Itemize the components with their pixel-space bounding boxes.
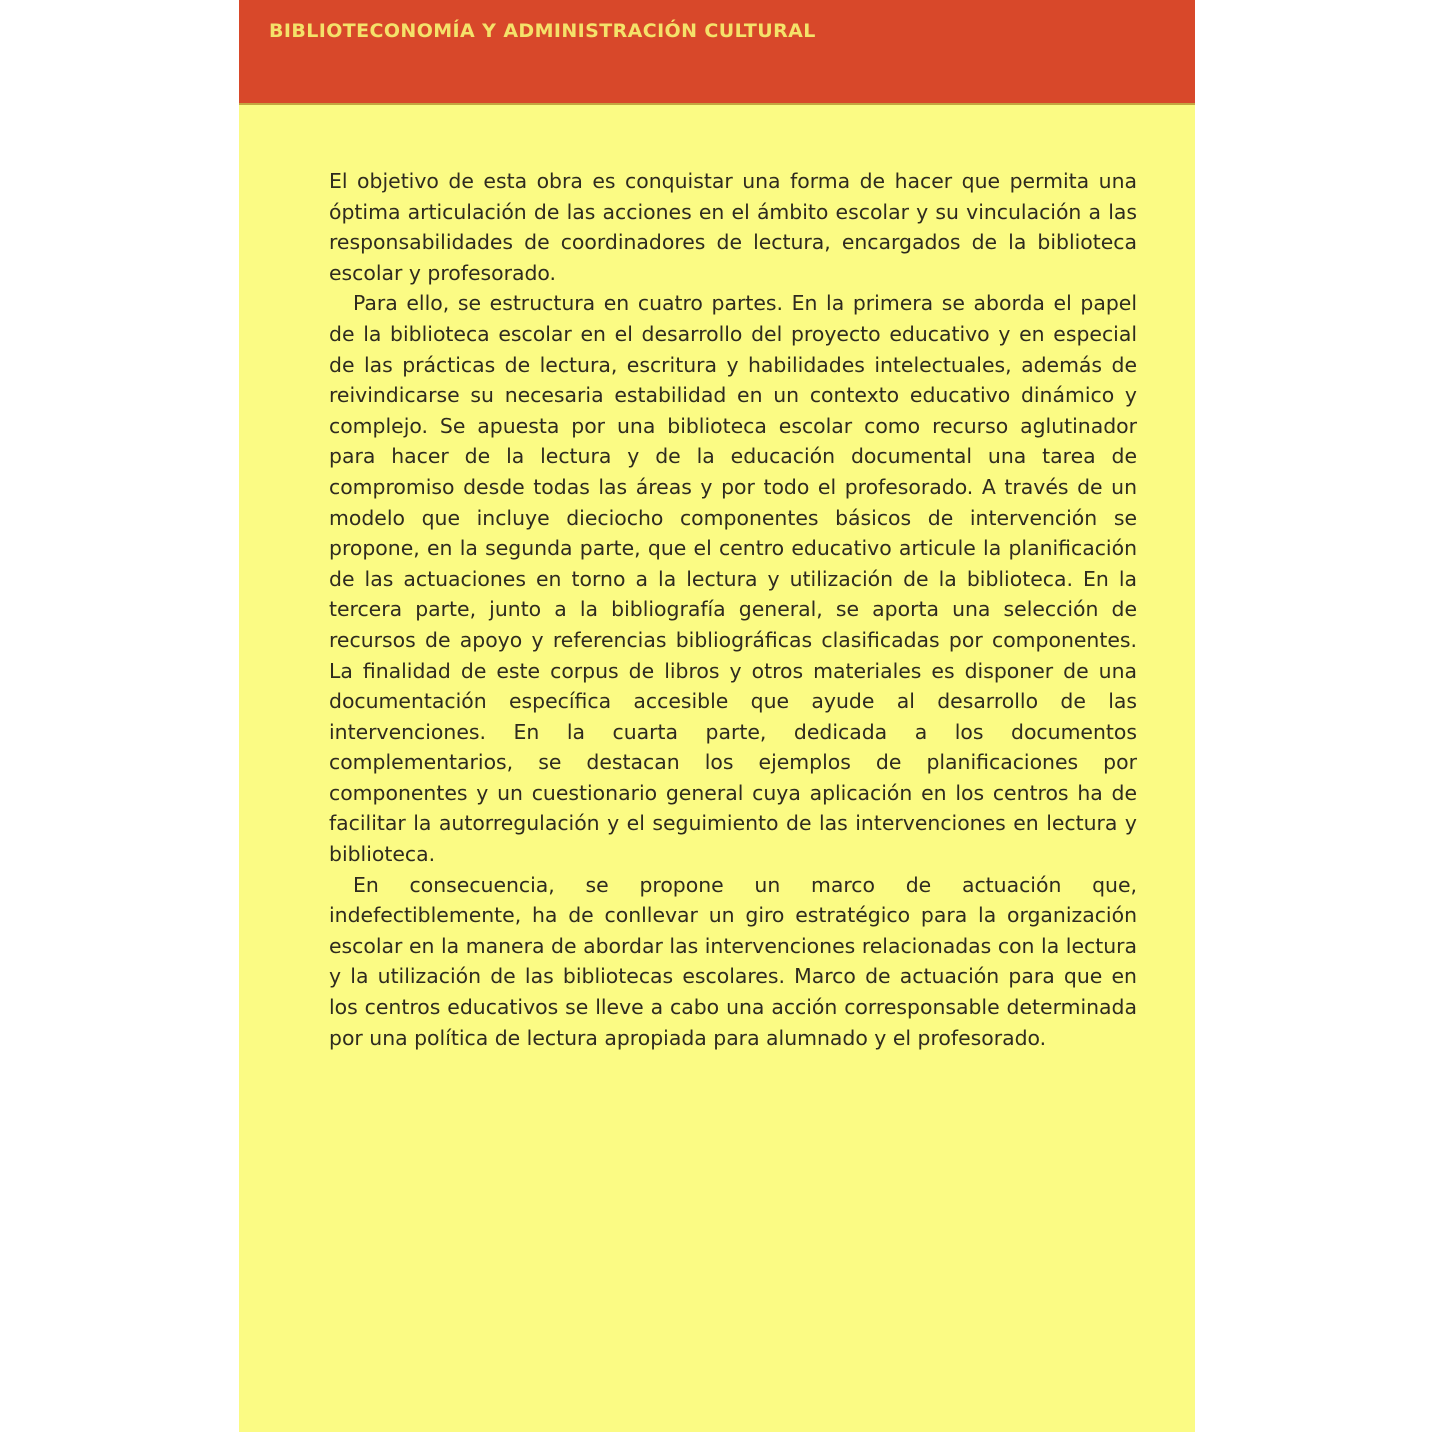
blurb-paragraph-2: Para ello, se estructura en cuatro partes. En la primera se aborda el papel de la biblioteca escolar en el desarrollo del proyecto educativo y en especial de las prácticas de lectura, escritura y habilidades intelectuales, además de reivindicarse su necesaria estabilidad en un contexto educativo dinámico y complejo. Se apuesta por una biblioteca escolar como recurso aglutinador para hacer de la lectura y de la educación documental una tarea de compromiso desde todas las áreas y por todo el profesorado. A través de un modelo que incluye dieciocho componentes básicos de intervención se propone, en la segunda parte, que el centro educativo articule la planificación de las actuaciones en torno a la lectura y utilización de la biblioteca. En la tercera parte, junto a la bibliografía general, se aporta una selección de recursos de apoyo y referencias bibliográficas clasificadas por componentes. La finalidad de este corpus de libros y otros materiales es disponer de una documentación específica accesible que ayude al desarrollo de las intervenciones. En la cuarta parte, dedicada a los documentos complementarios, se destacan los ejemplos de planificaciones por componentes y un cuestionario general cuya aplicación en los centros ha de facilitar la autorregulación y el seguimiento de las intervenciones en lectura y biblioteca.	[329, 291, 1137, 867]
blurb-paragraph-3: En consecuencia, se propone un marco de actuación que, indefectiblemente, ha de conllevar un giro estratégico para la organización escolar en la manera de abordar las intervenciones relacionadas con la lectura y la utilización de las bibliotecas escolares. Marco de actuación para que en los centros educativos se lleve a cabo una acción corresponsable determinada por una política de lectura apropiada para alumnado y el profesorado.	[329, 872, 1137, 1050]
series-title: BIBLIOTECONOMÍA Y ADMINISTRACIÓN CULTURAL	[269, 20, 816, 42]
back-cover-blurb	[329, 166, 1137, 1053]
series-band	[239, 0, 1195, 105]
back-cover	[239, 0, 1195, 1432]
blurb-paragraph-1: El objetivo de esta obra es conquistar una forma de hacer que permita una óptima articulación de las acciones en el ámbito escolar y su vinculación a las responsabilidades de coordinadores de lectura, encargados de la biblioteca escolar y profesorado.	[329, 169, 1137, 285]
